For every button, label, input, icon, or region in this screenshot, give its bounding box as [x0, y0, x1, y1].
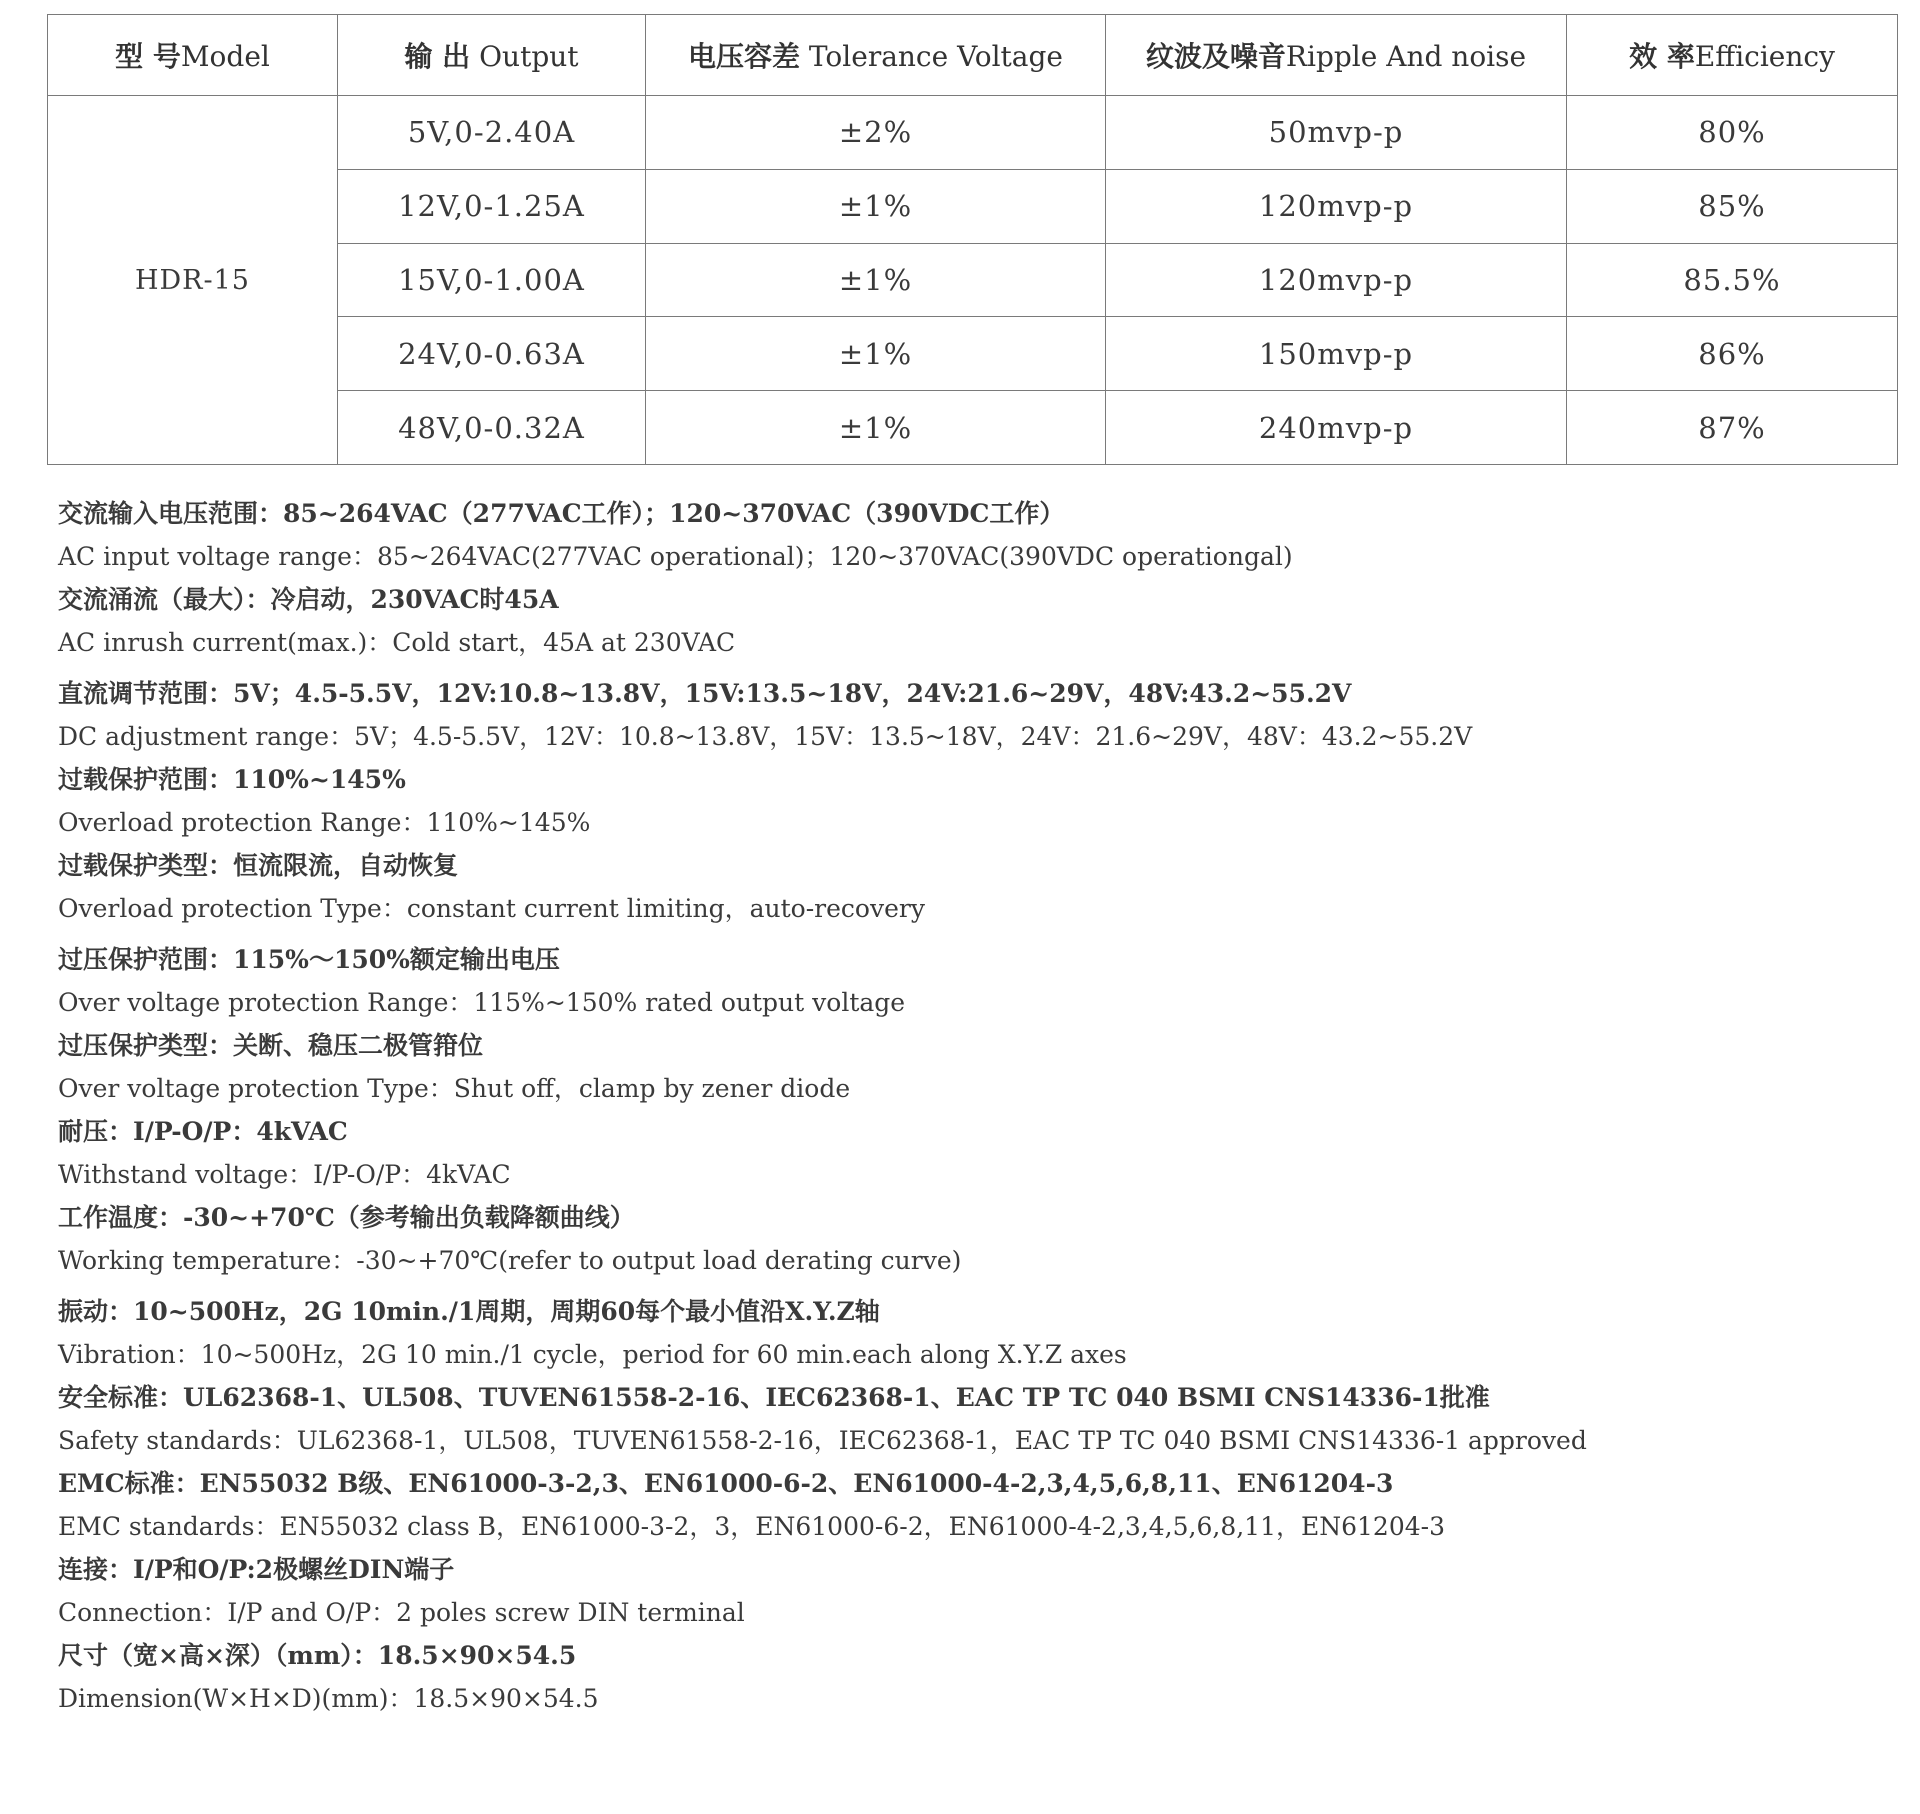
efficiency-cell: 86%	[1567, 317, 1898, 391]
spec-notes	[58, 492, 1858, 1720]
safety-en: Safety standards：UL62368-1，UL508，TUVEN61558-2-16，IEC62368-1，EAC TP TC 040 BSMI CNS14336-1 approved	[58, 1426, 1587, 1455]
ovp-type-en: Over voltage protection Type：Shut off，clamp by zener diode	[58, 1074, 851, 1103]
ripple-cell: 120mvp-p	[1106, 243, 1567, 317]
vibration-zh: 振动：10~500Hz，2G 10min./1周期，周期60每个最小值沿X.Y.Z轴	[58, 1297, 880, 1326]
header-ripple	[1106, 15, 1567, 96]
overload-range-zh: 过载保护范围：110%~145%	[58, 765, 406, 794]
efficiency-cell: 85.5%	[1567, 243, 1898, 317]
vibration-en: Vibration：10~500Hz，2G 10 min./1 cycle，period for 60 min.each along X.Y.Z axes	[58, 1340, 1127, 1369]
header-tolerance	[646, 15, 1106, 96]
ripple-cell: 150mvp-p	[1106, 317, 1567, 391]
header-model-zh: 型 号	[115, 40, 181, 73]
output-cell: 48V,0-0.32A	[338, 391, 646, 465]
tolerance-cell: ±1%	[646, 169, 1106, 243]
header-efficiency-en: Efficiency	[1694, 40, 1835, 73]
tolerance-cell: ±2%	[646, 96, 1106, 170]
output-cell: 24V,0-0.63A	[338, 317, 646, 391]
model-cell: HDR-15	[48, 96, 338, 465]
table-row	[48, 96, 1898, 170]
header-output-zh: 输 出	[404, 40, 471, 73]
header-tolerance-en: Tolerance Voltage	[800, 40, 1063, 73]
dimension-en: Dimension(W×H×D)(mm)：18.5×90×54.5	[58, 1684, 599, 1713]
temperature-en: Working temperature：-30~+70℃(refer to output load derating curve)	[58, 1246, 962, 1275]
ripple-cell: 120mvp-p	[1106, 169, 1567, 243]
tolerance-cell: ±1%	[646, 317, 1106, 391]
header-tolerance-zh: 电压容差	[688, 40, 801, 73]
emc-zh: EMC标准：EN55032 B级、EN61000-3-2,3、EN61000-6-2、EN61000-4-2,3,4,5,6,8,11、EN61204-3	[58, 1469, 1394, 1498]
ovp-type-zh: 过压保护类型：关断、稳压二极管箝位	[58, 1031, 484, 1060]
overload-type-en: Overload protection Type：constant current limiting，auto-recovery	[58, 894, 925, 923]
withstand-en: Withstand voltage：I/P-O/P：4kVAC	[58, 1160, 511, 1189]
header-model	[48, 15, 338, 96]
overload-type-zh: 过载保护类型：恒流限流，自动恢复	[58, 851, 459, 880]
ac-input-en: AC input voltage range：85~264VAC(277VAC operational)；120~370VAC(390VDC operationgal)	[58, 542, 1293, 571]
connection-en: Connection：I/P and O/P：2 poles screw DIN terminal	[58, 1598, 745, 1627]
ovp-range-zh: 过压保护范围：115%～150%额定输出电压	[58, 945, 560, 974]
ovp-range-en: Over voltage protection Range：115%~150% rated output voltage	[58, 988, 906, 1017]
ripple-cell: 50mvp-p	[1106, 96, 1567, 170]
output-cell: 5V,0-2.40A	[338, 96, 646, 170]
header-efficiency	[1567, 15, 1898, 96]
dc-adjust-zh: 直流调节范围：5V；4.5-5.5V，12V:10.8~13.8V，15V:13.5~18V，24V:21.6~29V，48V:43.2~55.2V	[58, 679, 1352, 708]
output-cell: 12V,0-1.25A	[338, 169, 646, 243]
header-model-en: Model	[180, 40, 270, 73]
header-output-en: Output	[470, 40, 579, 73]
header-ripple-zh: 纹波及噪音	[1145, 40, 1286, 73]
header-output	[338, 15, 646, 96]
dc-adjust-en: DC adjustment range：5V；4.5-5.5V，12V：10.8~13.8V，15V：13.5~18V，24V：21.6~29V，48V：43.2~55.2V	[58, 722, 1473, 751]
tolerance-cell: ±1%	[646, 391, 1106, 465]
efficiency-cell: 80%	[1567, 96, 1898, 170]
safety-zh: 安全标准：UL62368-1、UL508、TUVEN61558-2-16、IEC62368-1、EAC TP TC 040 BSMI CNS14336-1批准	[58, 1383, 1490, 1412]
connection-zh: 连接：I/P和O/P:2极螺丝DIN端子	[58, 1555, 455, 1584]
tolerance-cell: ±1%	[646, 243, 1106, 317]
table-header-row	[48, 15, 1898, 96]
ac-input-zh: 交流输入电压范围：85~264VAC（277VAC工作）；120~370VAC（390VDC工作）	[58, 499, 1065, 528]
emc-en: EMC standards：EN55032 class B，EN61000-3-2，3，EN61000-6-2，EN61000-4-2,3,4,5,6,8,11，EN61204-3	[58, 1512, 1445, 1541]
header-ripple-en: Ripple And noise	[1285, 40, 1527, 73]
dimension-zh: 尺寸（宽×高×深）（mm）：18.5×90×54.5	[58, 1641, 577, 1670]
efficiency-cell: 85%	[1567, 169, 1898, 243]
inrush-en: AC inrush current(max.)：Cold start，45A at 230VAC	[58, 628, 736, 657]
ripple-cell: 240mvp-p	[1106, 391, 1567, 465]
withstand-zh: 耐压：I/P-O/P：4kVAC	[58, 1117, 348, 1146]
header-efficiency-zh: 效 率	[1629, 40, 1695, 73]
inrush-zh: 交流涌流（最大）：冷启动，230VAC时45A	[58, 585, 559, 614]
temperature-zh: 工作温度：-30~+70℃（参考输出负载降额曲线）	[58, 1203, 635, 1232]
output-cell: 15V,0-1.00A	[338, 243, 646, 317]
spec-table	[47, 14, 1898, 465]
overload-range-en: Overload protection Range：110%~145%	[58, 808, 591, 837]
efficiency-cell: 87%	[1567, 391, 1898, 465]
